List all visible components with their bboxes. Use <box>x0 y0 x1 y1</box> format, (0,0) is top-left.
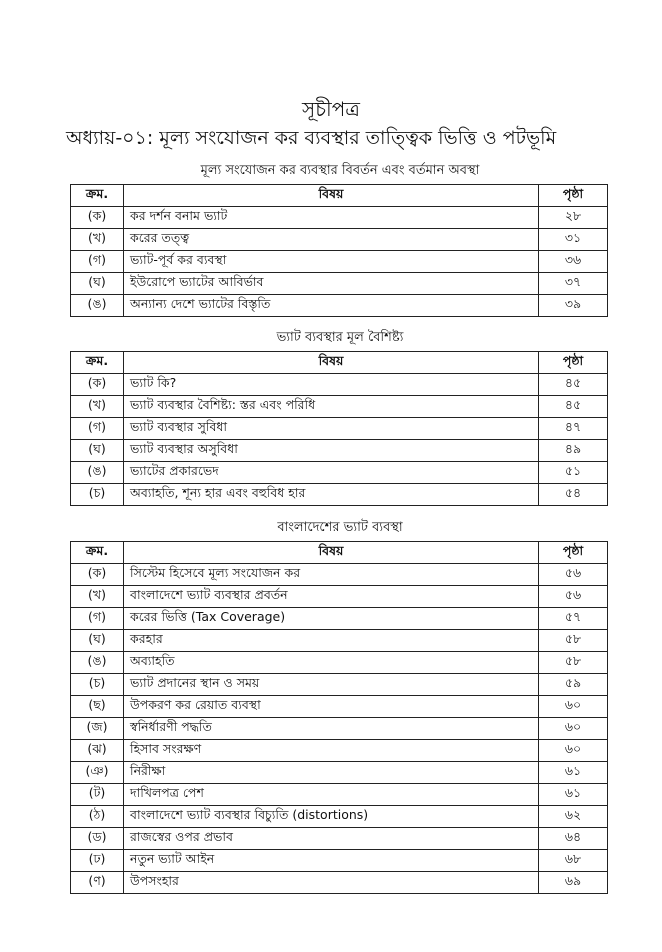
table-row <box>71 396 608 418</box>
row-subject: নতুন ভ্যাট আইন <box>124 850 539 872</box>
table-row <box>71 564 608 586</box>
row-subject: দাখিলপত্র পেশ <box>124 784 539 806</box>
table-row <box>71 440 608 462</box>
row-page: ৫১ <box>539 462 608 484</box>
row-page: ৫৪ <box>539 484 608 506</box>
row-page: ৫৬ <box>539 564 608 586</box>
row-number: (ঢ) <box>71 850 124 872</box>
table-row <box>71 740 608 762</box>
row-number: (ঘ) <box>71 273 124 295</box>
section-title: ভ্যাট ব্যবস্থার মূল বৈশিষ্ট্য <box>276 330 404 345</box>
row-page: ৪৫ <box>539 374 608 396</box>
table-row <box>71 850 608 872</box>
row-subject: উপকরণ কর রেয়াত ব্যবস্থা <box>124 696 539 718</box>
row-subject: করের তত্ত্ব <box>124 229 539 251</box>
toc-table <box>70 351 608 506</box>
table-row <box>71 652 608 674</box>
header-page: পৃষ্ঠা <box>539 185 608 207</box>
page-title: সূচীপত্র <box>302 97 360 121</box>
table-row <box>71 696 608 718</box>
table-row <box>71 229 608 251</box>
row-page: ৫৯ <box>539 674 608 696</box>
row-page: ২৮ <box>539 207 608 229</box>
row-number: (ড) <box>71 828 124 850</box>
table-row <box>71 806 608 828</box>
row-number: (ট) <box>71 784 124 806</box>
row-page: ৪৯ <box>539 440 608 462</box>
row-subject: স্বনির্ধারণী পদ্ধতি <box>124 718 539 740</box>
table-header-row <box>71 352 608 374</box>
row-number: (ঘ) <box>71 630 124 652</box>
table-row <box>71 630 608 652</box>
row-subject: ভ্যাটের প্রকারভেদ <box>124 462 539 484</box>
toc-table <box>70 541 608 894</box>
row-page: ৩১ <box>539 229 608 251</box>
header-no: ক্রম. <box>71 185 124 207</box>
row-page: ৩৯ <box>539 295 608 317</box>
row-subject: করের ভিত্তি (Tax Coverage) <box>124 608 539 630</box>
row-page: ৬১ <box>539 762 608 784</box>
row-subject: ভ্যাট ব্যবস্থার অসুবিধা <box>124 440 539 462</box>
row-number: (ছ) <box>71 696 124 718</box>
row-subject: হিসাব সংরক্ষণ <box>124 740 539 762</box>
row-page: ৪৭ <box>539 418 608 440</box>
table-row <box>71 608 608 630</box>
row-number: (ক) <box>71 207 124 229</box>
table-row <box>71 586 608 608</box>
row-number: (চ) <box>71 484 124 506</box>
header-no: ক্রম. <box>71 542 124 564</box>
row-number: (ঙ) <box>71 462 124 484</box>
row-subject: অব্যাহতি, শূন্য হার এবং বহুবিধ হার <box>124 484 539 506</box>
table-row <box>71 207 608 229</box>
row-page: ৫৬ <box>539 586 608 608</box>
row-number: (ঘ) <box>71 440 124 462</box>
row-number: (ঝ) <box>71 740 124 762</box>
row-subject: করহার <box>124 630 539 652</box>
row-number: (চ) <box>71 674 124 696</box>
table-header-row <box>71 542 608 564</box>
table-row <box>71 273 608 295</box>
table-row <box>71 784 608 806</box>
row-number: (ক) <box>71 564 124 586</box>
row-subject: ভ্যাট-পূর্ব কর ব্যবস্থা <box>124 251 539 273</box>
row-number: (গ) <box>71 608 124 630</box>
row-subject: অন্যান্য দেশে ভ্যাটের বিস্তৃতি <box>124 295 539 317</box>
header-no: ক্রম. <box>71 352 124 374</box>
row-number: (ঙ) <box>71 652 124 674</box>
table-header-row <box>71 185 608 207</box>
table-row <box>71 484 608 506</box>
row-number: (খ) <box>71 229 124 251</box>
row-page: ৬৯ <box>539 872 608 894</box>
header-page: পৃষ্ঠা <box>539 352 608 374</box>
row-subject: ভ্যাট ব্যবস্থার সুবিধা <box>124 418 539 440</box>
row-number: (ঞ) <box>71 762 124 784</box>
table-row <box>71 674 608 696</box>
row-page: ৩৭ <box>539 273 608 295</box>
table-row <box>71 295 608 317</box>
row-page: ৬৪ <box>539 828 608 850</box>
row-subject: ভ্যাট ব্যবস্থার বৈশিষ্ট্য: স্তর এবং পরিধি <box>124 396 539 418</box>
header-page: পৃষ্ঠা <box>539 542 608 564</box>
chapter-title: অধ্যায়-০১: মূল্য সংযোজন কর ব্যবস্থার তাত্ত্বিক ভিত্তি ও পটভূমি <box>66 127 557 149</box>
header-subject: বিষয় <box>124 185 539 207</box>
row-subject: বাংলাদেশে ভ্যাট ব্যবস্থার বিচ্যুতি (distortions) <box>124 806 539 828</box>
table-row <box>71 828 608 850</box>
row-number: (গ) <box>71 418 124 440</box>
header-subject: বিষয় <box>124 352 539 374</box>
row-page: ৬০ <box>539 740 608 762</box>
section-title: মূল্য সংযোজন কর ব্যবস্থার বিবর্তন এবং বর্তমান অবস্থা <box>200 163 480 178</box>
row-subject: ভ্যাট কি? <box>124 374 539 396</box>
row-page: ৬২ <box>539 806 608 828</box>
row-subject: সিস্টেম হিসেবে মূল্য সংযোজন কর <box>124 564 539 586</box>
row-page: ৪৫ <box>539 396 608 418</box>
row-number: (খ) <box>71 586 124 608</box>
row-page: ৬০ <box>539 696 608 718</box>
row-subject: বাংলাদেশে ভ্যাট ব্যবস্থার প্রবর্তন <box>124 586 539 608</box>
row-subject: রাজস্বের ওপর প্রভাব <box>124 828 539 850</box>
table-row <box>71 872 608 894</box>
row-subject: ভ্যাট প্রদানের স্থান ও সময় <box>124 674 539 696</box>
row-page: ৬৮ <box>539 850 608 872</box>
header-subject: বিষয় <box>124 542 539 564</box>
table-row <box>71 418 608 440</box>
row-page: ৫৮ <box>539 630 608 652</box>
toc-table <box>70 184 608 317</box>
row-page: ৫৭ <box>539 608 608 630</box>
table-row <box>71 718 608 740</box>
table-row <box>71 462 608 484</box>
row-subject: কর দর্শন বনাম ভ্যাট <box>124 207 539 229</box>
table-row <box>71 374 608 396</box>
row-subject: উপসংহার <box>124 872 539 894</box>
row-number: (গ) <box>71 251 124 273</box>
row-subject: নিরীক্ষা <box>124 762 539 784</box>
row-number: (ক) <box>71 374 124 396</box>
row-page: ৬০ <box>539 718 608 740</box>
row-subject: অব্যাহতি <box>124 652 539 674</box>
table-row <box>71 251 608 273</box>
row-number: (জ) <box>71 718 124 740</box>
row-number: (খ) <box>71 396 124 418</box>
row-page: ৩৬ <box>539 251 608 273</box>
row-page: ৫৮ <box>539 652 608 674</box>
section-title: বাংলাদেশের ভ্যাট ব্যবস্থা <box>277 520 403 535</box>
table-row <box>71 762 608 784</box>
row-subject: ইউরোপে ভ্যাটের আবির্ভাব <box>124 273 539 295</box>
row-number: (ঠ) <box>71 806 124 828</box>
row-number: (ঙ) <box>71 295 124 317</box>
row-page: ৬১ <box>539 784 608 806</box>
row-number: (ণ) <box>71 872 124 894</box>
